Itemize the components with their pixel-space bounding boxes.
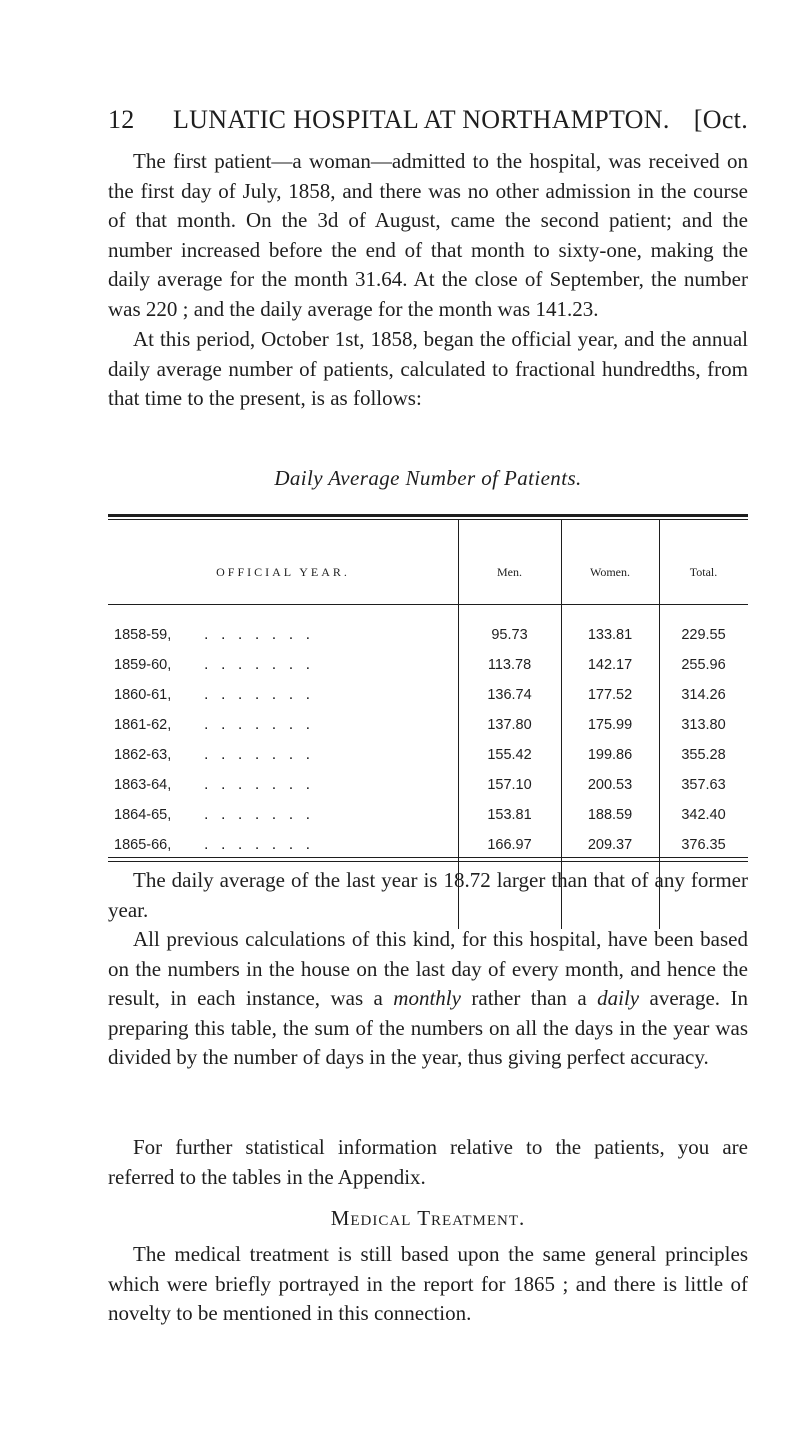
table-row (108, 710, 748, 740)
cell-men: 157.10 (487, 777, 532, 793)
paragraph-previous-calculations (108, 925, 748, 1073)
cell-year: 1864-65, (114, 807, 172, 823)
table-bottom-rule (108, 857, 748, 858)
section-heading: Medical Treatment. (330, 1206, 526, 1230)
text-run: average. In preparing this table, the sum of the numbers on all the days in the year was divided by the number of days in the year, thus giving perfect accuracy. (108, 986, 748, 1070)
running-month: [Oct. (693, 105, 748, 134)
table-row (108, 800, 748, 830)
paragraph-medical-treatment: The medical treatment is still based upon the same general principles which were briefly portrayed in the report for 1865 ; and there is little of novelty to be mentioned in this connection. (108, 1242, 748, 1326)
emphasis-monthly: monthly (393, 986, 461, 1011)
header-women: Women. (589, 565, 631, 579)
dot-leader: ....... (204, 776, 323, 793)
cell-women: 209.37 (587, 837, 633, 853)
cell-total: 355.28 (681, 747, 726, 763)
table-row (108, 620, 748, 650)
cell-men: 136.74 (487, 687, 532, 703)
table-row (108, 830, 748, 860)
cell-year: 1863-64, (114, 777, 172, 793)
cell-women: 177.52 (587, 687, 633, 703)
table-row (108, 680, 748, 710)
paragraph-last-year: The daily average of the last year is 18.72 larger than that of any former year. (108, 868, 748, 922)
table-row (108, 650, 748, 680)
table-top-rule (108, 514, 748, 517)
cell-men: 155.42 (487, 747, 532, 763)
text-run: rather than a (460, 986, 598, 1011)
cell-total: 313.80 (681, 717, 726, 733)
cell-total: 255.96 (681, 657, 726, 673)
cell-total: 342.40 (681, 807, 726, 823)
cell-year: 1858-59, (114, 627, 172, 643)
table-row (108, 770, 748, 800)
header-total: Total. (689, 565, 718, 579)
table-row (108, 740, 748, 770)
cell-total: 376.35 (681, 837, 726, 853)
table-bottom-rule-outer (108, 861, 748, 862)
running-title: LUNATIC HOSPITAL AT NORTHAMPTON. (173, 105, 670, 134)
dot-leader: ....... (204, 686, 323, 703)
cell-total: 229.55 (681, 627, 726, 643)
header-men: Men. (497, 565, 522, 579)
dot-leader: ....... (204, 806, 323, 823)
cell-women: 188.59 (587, 807, 633, 823)
cell-total: 357.63 (681, 777, 726, 793)
cell-men: 137.80 (487, 717, 532, 733)
dot-leader: ....... (204, 836, 323, 853)
cell-men: 95.73 (491, 627, 528, 643)
header-official-year: OFFICIAL YEAR. (216, 565, 350, 579)
paragraph-appendix: For further statistical information relative to the patients, you are referred to the tables in the Appendix. (108, 1135, 748, 1189)
dot-leader: ....... (204, 716, 323, 733)
cell-women: 142.17 (587, 657, 633, 673)
cell-women: 133.81 (587, 627, 633, 643)
table-caption: Daily Average Number of Patients. (274, 466, 582, 490)
cell-men: 113.78 (487, 657, 532, 673)
cell-women: 199.86 (587, 747, 633, 763)
cell-men: 153.81 (487, 807, 532, 823)
cell-year: 1865-66, (114, 837, 172, 853)
text-run: All previous calculations of this kind, for this hospital, have been based on the numbers in the house on the last day of every month, and hence the result, in each instance, was a (108, 927, 748, 1011)
cell-year: 1859-60, (114, 657, 172, 673)
header-rule (108, 604, 748, 605)
cell-women: 175.99 (587, 717, 633, 733)
cell-men: 166.97 (487, 837, 532, 853)
dot-leader: ....... (204, 626, 323, 643)
emphasis-daily: daily (597, 986, 640, 1011)
cell-year: 1862-63, (114, 747, 172, 763)
page-number: 12 (108, 105, 135, 134)
dot-leader: ....... (204, 656, 323, 673)
paragraph-official-year: At this period, October 1st, 1858, began the official year, and the annual daily average number of patients, calculated to fractional hundredths, from that time to the present, is as follows: (108, 327, 748, 411)
dot-leader: ....... (204, 746, 323, 763)
table-top-rule-inner (108, 519, 748, 520)
cell-total: 314.26 (681, 687, 726, 703)
paragraph-first-patient: The first patient—a woman—admitted to the hospital, was received on the first day of July, 1858, and there was no other admission in the course of that month. On the 3d of August, came the second patient; and the number increased before the end of that month to sixty-one, making the daily average for the month 31.64. At the close of September, the number was 220 ; and the daily average for the month was 141.23. (108, 149, 748, 321)
cell-women: 200.53 (587, 777, 633, 793)
cell-year: 1860-61, (114, 687, 172, 703)
cell-year: 1861-62, (114, 717, 172, 733)
